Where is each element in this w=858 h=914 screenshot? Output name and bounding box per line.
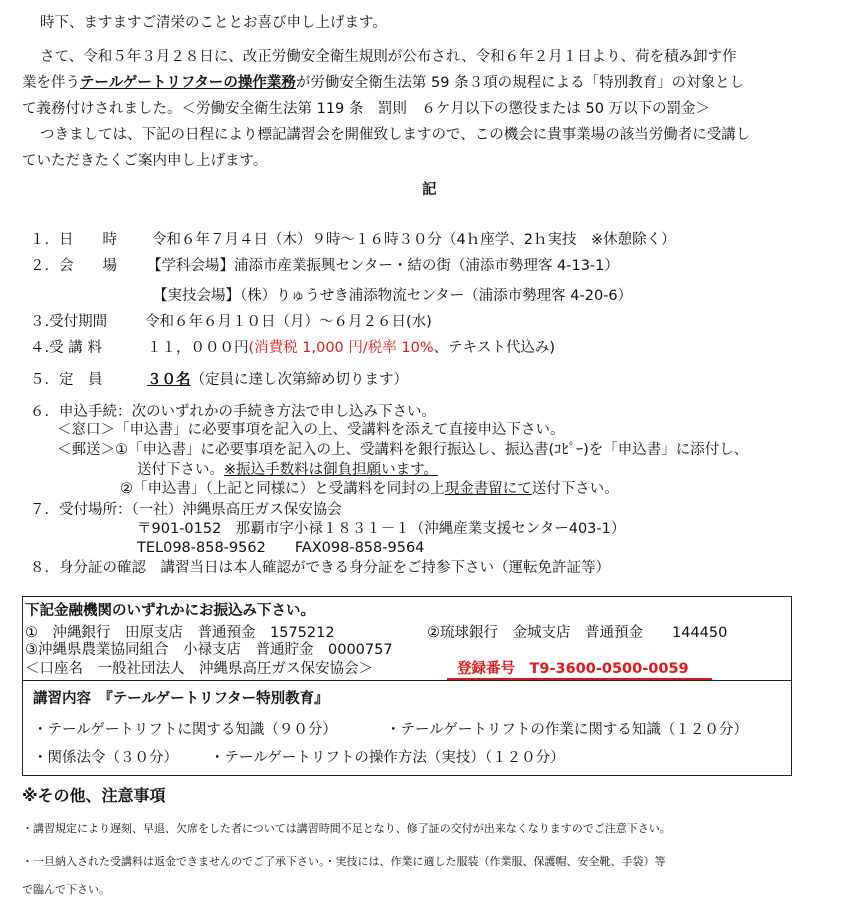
intro-line: さて、令和５年３月２８日に、改正労働安全衛生規則が公布され、令和６年２月１日より、荷を積み卸す作 bbox=[40, 49, 737, 65]
apply-label: ６．申込手続：次のいずれかの手続き方法で申し込み下さい。 bbox=[30, 404, 436, 420]
venue-value-2: 【実技会場】（株）りゅうせき浦添物流センター（浦添市勢理客 4-20-6） bbox=[153, 288, 633, 304]
note-1: ・講習規定により遅刻、早退、欠席をした者については講習時間不足となり、修了証の交付が出来なくなりますのでご注意下さい。 bbox=[22, 822, 671, 835]
box-divider bbox=[22, 680, 792, 681]
note-2: ・一旦納入された受講料は返金できませんのでご了承下さい。・実技には、作業に適した服装（作業服、保護帽、安全靴、手袋）等 bbox=[22, 855, 666, 868]
apply-window: ＜窓口＞「申込書」に必要事項を記入の上、受講料を添えて直接申込下さい。 bbox=[57, 422, 565, 438]
venue-value-1: 【学科会場】浦添市産業振興センター・結の街（浦添市勢理客 4-13-1） bbox=[147, 258, 619, 274]
fee-tax-note: (消費税 1,000 円/税率 10% bbox=[248, 340, 434, 356]
period-label: ３.受付期間 bbox=[30, 314, 108, 330]
registration-number: 登録番号 T9-3600-0500-0059 bbox=[457, 661, 689, 677]
bank-heading: 下記金融機関のいずれかにお振込み下さい。 bbox=[25, 603, 315, 619]
apply-mail-2: 送付下さい。※振込手数料は御負担願います。 bbox=[137, 462, 438, 478]
place-label: ７．受付場所：（一社）沖縄県高圧ガス保安協会 bbox=[30, 502, 342, 518]
date-value: 令和６年７月４日（木）９時～１６時３０分（4ｈ座学、2ｈ実技 ※休憩除く） bbox=[152, 232, 676, 248]
fee-value: １１，０００円(消費税 1,000 円/税率 10%、テキスト代込み) bbox=[147, 340, 555, 356]
apply-mail-3: ②「申込書」（上記と同様に）と受講料を同封の上現金書留にて送付下さい。 bbox=[120, 481, 619, 497]
course-item: ・テールゲートリフトの操作方法（実技）（１２０分） bbox=[210, 750, 565, 766]
apply-mail-1: ＜郵送＞①「申込書」に必要事項を記入の上、受講料を銀行振込し、振込書(ｺﾋﾟｰ)を「申込書」に添付し、 bbox=[57, 442, 749, 458]
date-label: １．日 時 bbox=[30, 232, 117, 248]
intro-line: 業を伴うテールゲートリフターの操作業務が労働安全衛生法第 59 条３項の規程による「特別教育」の対象とし bbox=[22, 75, 745, 91]
greeting-line: 時下、ますますご清栄のこととお喜び申し上げます。 bbox=[40, 15, 387, 31]
bank-3: ③沖縄県農業協同組合 小禄支店 普通貯金 0000757 bbox=[25, 642, 393, 658]
intro-line: ていただきたくご案内申し上げます。 bbox=[22, 153, 268, 169]
capacity-label: ５．定 員 bbox=[30, 372, 103, 388]
highlight-text: テールゲートリフターの操作業務 bbox=[80, 75, 296, 91]
course-heading: 講習内容 『テールゲートリフター特別教育』 bbox=[33, 691, 329, 707]
capacity-value: ３０名（定員に達し次第締め切ります） bbox=[147, 372, 408, 388]
account-holder: ＜口座名 一般社団法人 沖縄県高圧ガス保安協会＞ bbox=[25, 661, 373, 677]
period-value: 令和６年６月１０日（月）～６月２６日(水) bbox=[145, 314, 432, 330]
intro-line: て義務付けされました。＜労働安全衛生法第 119 条 罰則 ６ケ月以下の懲役または 50 万以下の罰金＞ bbox=[22, 101, 711, 117]
ki-heading: 記 bbox=[422, 182, 437, 198]
fee-label: ４.受 講 料 bbox=[30, 340, 102, 356]
id-check: ８．身分証の確認 講習当日は本人確認ができる身分証をご持参下さい（運転免許証等） bbox=[30, 560, 610, 576]
course-item: ・関係法令（３０分） bbox=[33, 750, 178, 766]
place-contact: TEL098-858-9562 FAX098-858-9564 bbox=[137, 540, 425, 556]
notes-heading: ※その他、注意事項 bbox=[22, 786, 166, 805]
registration-underline bbox=[447, 678, 712, 680]
bank-2: ②琉球銀行 金城支店 普通預金 144450 bbox=[427, 625, 728, 641]
place-address: 〒901-0152 那覇市字小禄１８３１－１（沖縄産業支援センター403-1） bbox=[137, 521, 626, 537]
note-3: で臨んで下さい。 bbox=[22, 883, 110, 896]
venue-label: ２．会 場 bbox=[30, 258, 117, 274]
fee-note: ※振込手数料は御負担願います。 bbox=[224, 462, 438, 478]
course-item: ・テールゲートリフトに関する知識（９０分） bbox=[33, 722, 337, 738]
intro-line: つきましては、下記の日程により標記講習会を開催致しますので、この機会に貴事業場の該当労働者に受講し bbox=[40, 127, 751, 143]
course-item: ・テールゲートリフトの作業に関する知識（１２０分） bbox=[386, 722, 748, 738]
bank-1: ① 沖縄銀行 田原支店 普通預金 1575212 bbox=[25, 625, 335, 641]
